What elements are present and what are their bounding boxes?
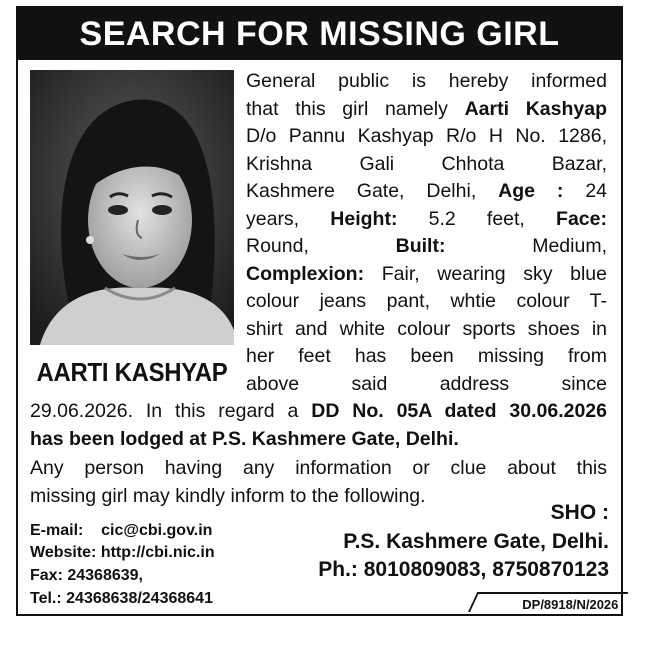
website-line[interactable]: Website: http://cbi.nic.in (30, 544, 215, 561)
text-line: above said address since (246, 372, 607, 395)
text-line: Krishna Gali Chhota Bazar, (246, 152, 607, 175)
text-line: Round, Built: Medium, (246, 235, 607, 257)
text-line: Kashmere Gate, Delhi, Age : 24 (246, 180, 608, 202)
text-line: 29.06.2026. In this regard a DD No. 05A dated 30.06.2026 (30, 400, 608, 422)
tel-line: Tel.: 24368638/24368641 (30, 590, 213, 607)
text-line: Complexion: Fair, wearing sky blue (246, 262, 607, 285)
text-line: D/o Pannu Kashyap R/o H No. 1286, (246, 125, 607, 147)
missing-person-photo (30, 70, 234, 345)
text-line: shirt and white colour sports shoes in (246, 317, 607, 340)
text-line: Any person having any information or clue about this (30, 457, 607, 479)
text-line: missing girl may kindly inform to the following. (30, 484, 426, 507)
photo-caption-name: AARTI KASHYAP (36, 357, 228, 387)
text-line: years, Height: 5.2 feet, Face: (246, 207, 607, 230)
reference-number-tab: DP/8918/N/2026 (468, 592, 628, 612)
text-line: her feet has been missing from (246, 345, 607, 367)
sho-title: SHO : (550, 501, 609, 524)
portrait-image (30, 70, 234, 345)
text-line: has been lodged at P.S. Kashmere Gate, Delhi. (30, 427, 459, 450)
text-line: that this girl namely Aarti Kashyap (246, 97, 607, 120)
sho-phones: Ph.: 8010809083, 8750870123 (318, 558, 609, 581)
notice-title: SEARCH FOR MISSING GIRL (18, 8, 621, 60)
text-line: colour jeans pant, whtie colour T- (246, 290, 607, 312)
email-link[interactable]: cic@cbi.gov.in (101, 522, 213, 539)
text-line: General public is hereby informed (246, 70, 607, 92)
email-line: E-mail: cic@cbi.gov.in (30, 522, 213, 539)
sho-station: P.S. Kashmere Gate, Delhi. (343, 530, 609, 553)
fax-line: Fax: 24368639, (30, 567, 143, 584)
